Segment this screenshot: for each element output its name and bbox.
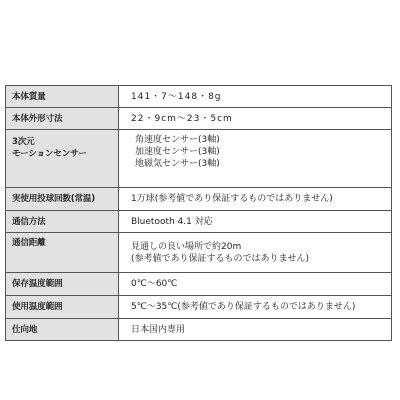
spec-label-text: 実使用投球回数(常温): [12, 194, 95, 204]
spec-label: [6, 211, 119, 233]
spec-label-text: 仕向地: [12, 324, 38, 335]
spec-value: [119, 130, 392, 188]
spec-value-text: 日本国内専用: [131, 324, 186, 335]
spec-row-dimensions: [6, 108, 392, 130]
spec-value: [119, 233, 392, 273]
spec-value-text: 地磁気センサー(3軸): [135, 159, 220, 169]
spec-value-text: 141・7〜148・8g: [131, 91, 222, 102]
spec-label-text: 保存温度範囲: [12, 279, 63, 289]
spec-value-text: 22・9cm〜23・5cm: [131, 113, 233, 124]
spec-value-text: 加速度センサー(3軸): [135, 147, 220, 157]
spec-value: [119, 108, 392, 130]
spec-label-text: 3次元: [12, 137, 35, 147]
spec-value: [119, 296, 392, 319]
spec-label: [6, 188, 119, 211]
spec-value-text: 0℃〜60℃: [131, 279, 178, 289]
spec-label: [6, 86, 119, 108]
spec-row-storage-temperature: [6, 273, 392, 296]
spec-value-text: 角速度センサー(3軸): [135, 135, 220, 145]
spec-label-text: 本体質量: [12, 91, 46, 102]
spec-label: [6, 130, 119, 188]
spec-value: [119, 188, 392, 211]
spec-row-throw-count: [6, 188, 392, 211]
spec-value-text: (参考値であり保証するものではありません): [131, 253, 310, 264]
spec-label-text: 使用温度範囲: [12, 302, 63, 312]
spec-label: [6, 296, 119, 319]
spec-value-text: 見通しの良い場所で約20m: [131, 241, 242, 252]
spec-label-text: モーションセンサー: [12, 149, 87, 159]
spec-label-text: 通信方法: [12, 216, 46, 227]
spec-label: [6, 233, 119, 273]
spec-row-communication-range: [6, 233, 392, 273]
spec-value-text: 5℃〜35℃(参考値であり保証するものではありません): [131, 302, 356, 312]
spec-row-communication-method: [6, 211, 392, 233]
spec-value-text: Bluetooth 4.1 対応: [131, 216, 213, 227]
spec-value: [119, 273, 392, 296]
spec-label: [6, 108, 119, 130]
spec-value: [119, 211, 392, 233]
spec-value: [119, 86, 392, 108]
spec-row-operating-temperature: [6, 296, 392, 319]
spec-table: [5, 85, 392, 341]
spec-value: [119, 319, 392, 341]
spec-label-text: 本体外形寸法: [12, 113, 63, 124]
spec-value-text: 1万球(参考値であり保証するものではありません): [131, 194, 333, 204]
spec-row-destination: [6, 319, 392, 341]
spec-label: [6, 319, 119, 341]
spec-row-mass: [6, 86, 392, 108]
spec-row-motion-sensor: [6, 130, 392, 188]
spec-label: [6, 273, 119, 296]
spec-label-text: 通信距離: [12, 238, 46, 248]
